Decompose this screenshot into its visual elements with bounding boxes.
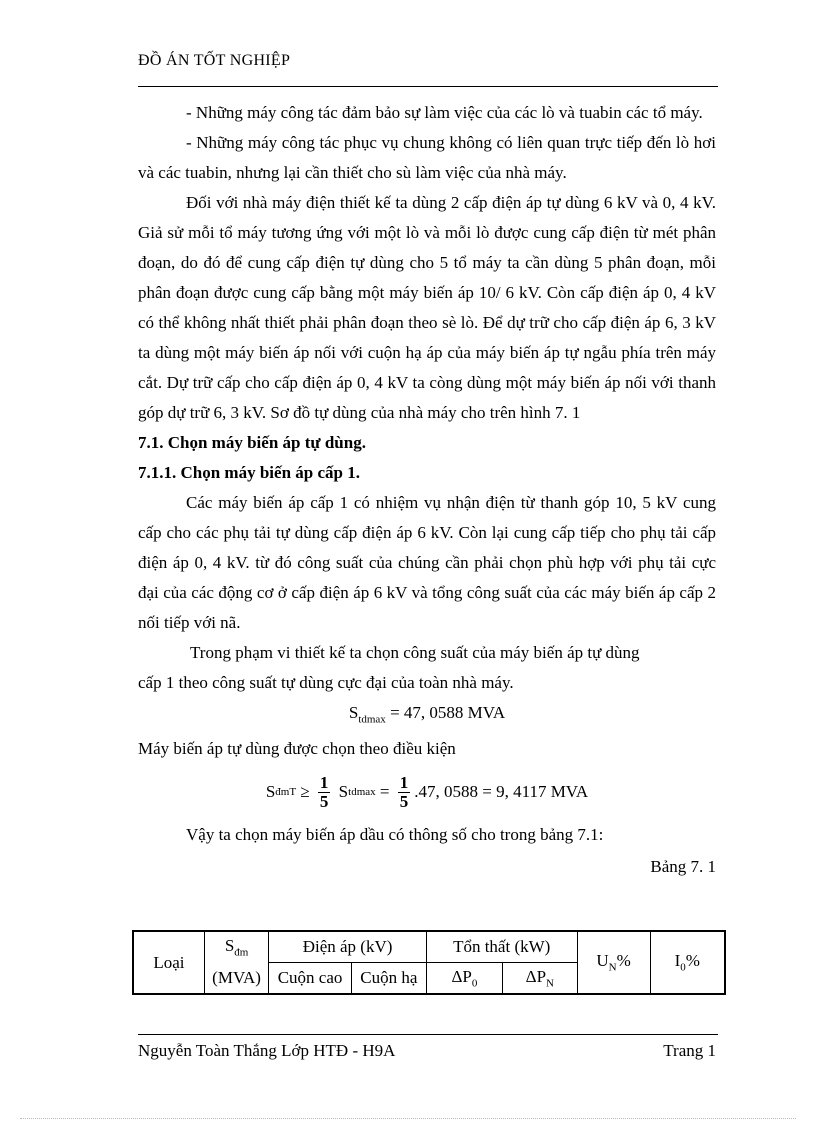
table-caption: Bảng 7. 1 bbox=[650, 857, 716, 877]
header-i0 bbox=[650, 931, 725, 994]
formula-subscript: tdmax bbox=[358, 713, 386, 726]
header-sdm-unit: (MVA) bbox=[204, 963, 268, 995]
formula-subscript: đmT bbox=[275, 786, 297, 799]
un-symbol: U bbox=[596, 951, 609, 971]
un-subscript: N bbox=[608, 961, 617, 974]
header-dien-ap: Điện áp (kV) bbox=[269, 931, 427, 963]
paragraph-1: - Những máy công tác đảm bảo sự làm việc của các lò và tuabin các tổ máy. bbox=[186, 103, 703, 122]
header-cuon-cao: Cuộn cao bbox=[269, 963, 352, 995]
dp0-subscript: 0 bbox=[471, 977, 478, 990]
formula-symbol: S bbox=[348, 703, 359, 722]
un-percent: % bbox=[616, 951, 631, 971]
fraction-denominator: 5 bbox=[399, 791, 409, 811]
dpn-subscript: N bbox=[546, 977, 554, 990]
i0-percent: % bbox=[685, 951, 700, 971]
header-dp0 bbox=[426, 963, 502, 995]
formula-stdmax bbox=[138, 698, 716, 734]
formula-mid-symbol: S bbox=[334, 782, 349, 802]
header-dpn bbox=[503, 963, 578, 995]
document-body bbox=[138, 98, 716, 882]
table-row bbox=[133, 931, 725, 963]
fraction-1 bbox=[318, 774, 331, 811]
i0-subscript: 0 bbox=[680, 961, 686, 974]
header-cuon-ha: Cuộn hạ bbox=[351, 963, 426, 995]
paragraph-5b: cấp 1 theo công suất tự dùng cực đại của toàn nhà máy. bbox=[138, 673, 514, 692]
dp0-symbol: ΔP bbox=[451, 966, 472, 986]
paragraph-4: Các máy biến áp cấp 1 có nhiệm vụ nhận điện từ thanh góp 10, 5 kV cung cấp cho các phụ tải tự dùng cấp điện áp 6 kV. Còn lại cung cấp tiếp cho phụ tải cấp điện áp 0, 4 kV. từ đó công suất của chúng cần phải chọn phù hợp với phụ tải cực đại của các động cơ ở cấp điện áp 6 kV và tổng công suất của các máy biến áp cấp 2 nối tiếp với nã. bbox=[138, 493, 716, 632]
paragraph-5a: Trong phạm vi thiết kế ta chọn công suất của máy biến áp tự dùng bbox=[190, 643, 640, 662]
subsection-heading: 7.1.1. Chọn máy biến áp cấp 1. bbox=[138, 463, 360, 482]
formula-sdmt bbox=[138, 764, 716, 820]
fraction-denominator: 5 bbox=[319, 791, 329, 811]
formula-value: = 47, 0588 MVA bbox=[385, 703, 506, 722]
fraction-numerator: 1 bbox=[319, 772, 329, 792]
footer-author: Nguyễn Toàn Thắng Lớp HTĐ - H9A bbox=[138, 1041, 396, 1060]
page-edge-divider bbox=[20, 1118, 796, 1119]
sdm-subscript: đm bbox=[234, 946, 249, 959]
formula-mid-subscript: tdmax bbox=[348, 786, 376, 799]
paragraph-6: Máy biến áp tự dùng được chọn theo điều kiện bbox=[138, 739, 456, 759]
formula-eq: = bbox=[375, 782, 394, 802]
paragraph-2: - Những máy công tác phục vụ chung không có liên quan trực tiếp đến lò hơi và các tuabin, nhưng lại cần thiết cho sù làm việc của nhà máy. bbox=[138, 133, 716, 182]
footer-page-number: Trang 1 bbox=[663, 1041, 716, 1060]
header-sdm bbox=[204, 931, 268, 963]
sdm-symbol: S bbox=[224, 936, 235, 956]
formula-result: .47, 0588 = 9, 4117 MVA bbox=[414, 782, 589, 802]
i0-symbol: I bbox=[674, 951, 681, 971]
header-divider bbox=[138, 86, 718, 87]
paragraph-3: Đối với nhà máy điện thiết kế ta dùng 2 cấp điện áp tự dùng 6 kV và 0, 4 kV. Giả sử mỗi tổ máy tương ứng với một lò và mỗi lò được cung cấp điện từ mét phân đoạn, do đó để cung cấp điện tự dùng cho 5 tổ máy ta cần dùng 5 phân đoạn, mỗi phân đoạn được cung cấp bằng một máy biến áp 10/ 6 kV. Còn cấp điện áp 0, 4 kV có thể không nhất thiết phải phân đoạn theo sè lò. Để dự trữ cho cấp điện áp 6, 3 kV ta dùng một máy biến áp nối với cuộn hạ áp của máy biến áp tự ngẫu phía trên máy cắt. Dự trữ cấp cho cấp điện áp 0, 4 kV ta còng dùng một máy biến áp nối với thanh góp dự trữ 6, 3 kV. Sơ đồ tự dùng của nhà máy cho trên hình 7. 1 bbox=[138, 193, 716, 422]
header-title: ĐỒ ÁN TỐT NGHIỆP bbox=[138, 52, 291, 69]
header-ton-that: Tổn thất (kW) bbox=[426, 931, 577, 963]
formula-ge: ≥ bbox=[296, 782, 314, 802]
footer-divider bbox=[138, 1034, 718, 1035]
dpn-symbol: ΔP bbox=[525, 966, 547, 986]
fraction-2 bbox=[398, 774, 411, 811]
section-heading: 7.1. Chọn máy biến áp tự dùng. bbox=[138, 433, 366, 452]
header-loai: Loại bbox=[133, 931, 204, 994]
header-un bbox=[577, 931, 650, 994]
formula-symbol: S bbox=[265, 782, 276, 802]
fraction-numerator: 1 bbox=[399, 772, 409, 792]
paragraph-7: Vậy ta chọn máy biến áp dầu có thông số cho trong bảng 7.1: bbox=[186, 825, 604, 845]
spec-table bbox=[132, 930, 726, 995]
